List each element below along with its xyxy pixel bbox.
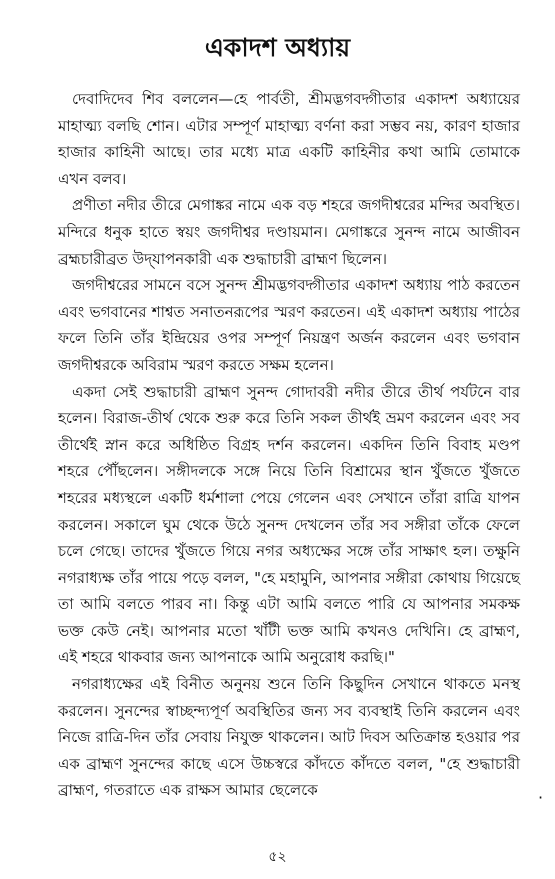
margin-mark: · <box>538 788 544 807</box>
paragraph-1: দেবাদিদেব শিব বললেন—হে পার্বতী, শ্রীমদ্ভগবদ্গীতার একাদশ অধ্যায়ের মাহাত্ম্য বলছি শোন। এটার সম্পূর্ণ মাহাত্ম্য বর্ণনা করা সম্ভব নয়, কারণ হাজার হাজার কাহিনী আছে। তার মধ্যে মাত্র একটি কাহিনীর কথা আমি তোমাকে এখন বলব। <box>58 90 520 188</box>
chapter-body <box>58 86 520 804</box>
paragraph-4: একদা সেই শুদ্ধাচারী ব্রাহ্মণ সুনন্দ গোদাবরী নদীর তীরে তীর্থ পর্যটনে বার হলেন। বিরাজ-তীর্থ থেকে শুরু করে তিনি সকল তীর্থই ভ্রমণ করলেন এবং সব তীর্থেই স্নান করে অধিষ্ঠিত বিগ্রহ দর্শন করলেন। একদিন তিনি বিবাহ মণ্ডপ শহরে পৌঁছলেন। সঙ্গীদলকে সঙ্গে নিয়ে তিনি বিশ্রামের স্থান খুঁজতে খুঁজতে শহরের মধ্যস্থলে একটি ধর্মশালা পেয়ে গেলেন এবং সেখানে তাঁরা রাত্রি যাপন করলেন। সকালে ঘুম থেকে উঠে সুনন্দ দেখলেন তাঁর সব সঙ্গীরা তাঁকে ফেলে চলে গেছে। তাদের খুঁজতে গিয়ে নগর অধ্যক্ষের সঙ্গে তাঁর সাক্ষাৎ হল। তক্ষুনি নগরাধ্যক্ষ তাঁর পায়ে পড়ে বলল, "হে মহামুনি, আপনার সঙ্গীরা কোথায় গিয়েছে তা আমি বলতে পারব না। কিন্তু এটা আমি বলতে পারি যে আপনার সমকক্ষ ভক্ত কেউ নেই। আপনার মতো খাঁটী ভক্ত আমি কখনও দেখিনি। হে ব্রাহ্মণ, এই শহরে থাকবার জন্য আপনাকে আমি অনুরোধ করছি।" <box>58 382 520 667</box>
page-number: ৫২ <box>268 849 287 865</box>
chapter-title: একাদশ অধ্যায় <box>204 33 351 62</box>
paragraph-5: নগরাধ্যক্ষের এই বিনীত অনুনয় শুনে তিনি কিছুদিন সেখানে থাকতে মনস্থ করলেন। সুনন্দের স্বাচ্ছন্দ্যপূর্ণ অবস্থিতির জন্য সব ব্যবস্থাই তিনি করলেন এবং নিজে রাত্রি-দিন তাঁর সেবায় নিযুক্ত থাকলেন। আট দিবস অতিক্রান্ত হওয়ার পর এক ব্রাহ্মণ সুনন্দের কাছে এসে উচ্চস্বরে কাঁদতে কাঁদতে বলল, "হে শুদ্ধাচারী ব্রাহ্মণ, গতরাতে এক রাক্ষস আমার ছেলেকে <box>58 675 520 800</box>
paragraph-2: প্রণীতা নদীর তীরে মেগাঙ্কর নামে এক বড় শহরে জগদীশ্বরের মন্দির অবস্থিত। মন্দিরে ধনুক হাতে স্বয়ং জগদীশ্বর দণ্ডায়মান। মেগাঙ্করে সুনন্দ নামে আজীবন ব্রহ্মচারীব্রত উদ্‌যাপনকারী এক শুদ্ধাচারী ব্রাহ্মণ ছিলেন। <box>58 196 520 268</box>
paragraph-3: জগদীশ্বরের সামনে বসে সুনন্দ শ্রীমদ্ভগবদ্গীতার একাদশ অধ্যায় পাঠ করতেন এবং ভগবানের শাশ্বত সনাতনরূপের স্মরণ করতেন। এই একাদশ অধ্যায় পাঠের ফলে তিনি তাঁর ইন্দ্রিয়ের ওপর সম্পূর্ণ নিয়ন্ত্রণ অর্জন করলেন এবং ভগবান জগদীশ্বরকে অবিরাম স্মরণ করতে সক্ষম হলেন। <box>58 276 520 374</box>
